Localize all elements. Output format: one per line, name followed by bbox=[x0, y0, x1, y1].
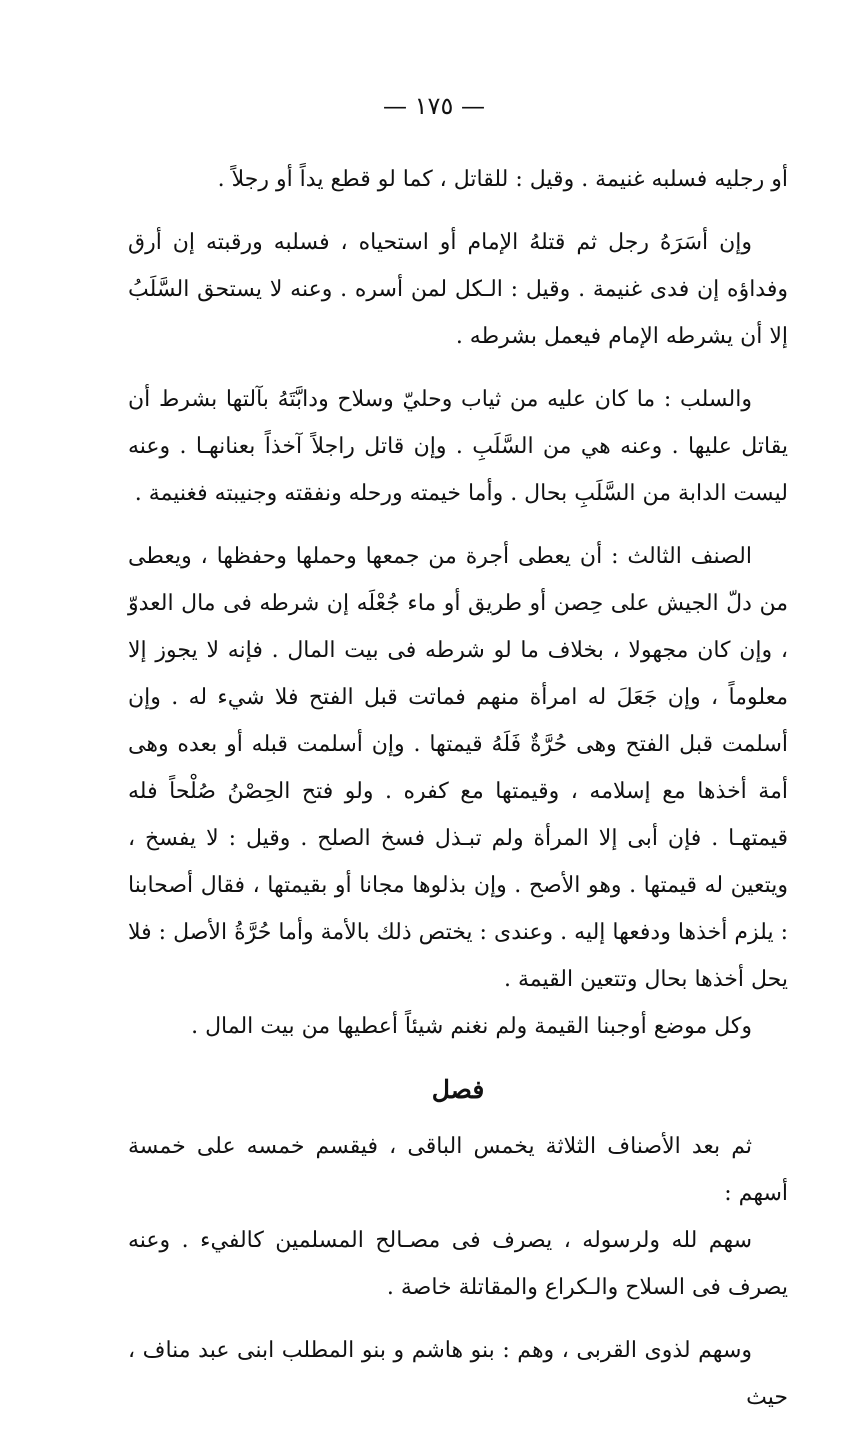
paragraph-5: وكل موضع أوجبنا القيمة ولم نغنم شيئاً أعطيها من بيت المال . bbox=[191, 1014, 752, 1039]
section-heading: فصل bbox=[431, 1075, 485, 1104]
paragraph-1: أو رجليه فسلبه غنيمة . وقيل : للقاتل ، كما لو قطع يداً أو رجلاً . bbox=[217, 167, 788, 192]
body-text bbox=[128, 156, 788, 1437]
paragraph-4: الصنف الثالث : أن يعطى أجرة من جمعها وحملها وحفظها ، ويعطى من دلّ الجيش على حِصن أو طريق أو ماء جُعْلَه إن شرطه فى مال العدوّ ، وإن كان مجهولا ، بخلاف ما لو شرطه فى بيت المال . فإنه لا يجوز إلا معلوماً ، وإن جَعَلَ له امرأة منهم فماتت قبل الفتح فلا شيء له . وإن أسلمت قبل الفتح وهى حُرَّةٌ فَلَهُ قيمتها . وإن أسلمت قبله أو بعده وهى أمة أخذها مع إسلامه ، وقيمتها مع كفره . ولو فتح الحِصْنُ صُلْحاً فله قيمتهـا . فإن أبى إلا المرأة ولم تبـذل فسخ الصلح . وقيل : لا يفسخ ، ويتعين له قيمتها . وهو الأصح . وإن بذلوها مجانا أو بقيمتها ، فقال أصحابنا : يلزم أخذها ودفعها إليه . وعندى : يختص ذلك بالأمة وأما حُرَّةُ الأصل : فلا يحل أخذها بحال وتتعين القيمة . bbox=[128, 544, 788, 992]
paragraph-3: والسلب : ما كان عليه من ثياب وحليّ وسلاح ودابَّتَهُ بآلتها بشرط أن يقاتل عليها . وعنه هي من السَّلَبِ . وإن قاتل راجلاً آخذاً بعنانهـا . وعنه ليست الدابة من السَّلَبِ بحال . وأما خيمته ورحله ونفقته وجنيبته فغنيمة . bbox=[128, 387, 788, 506]
section-paragraph-1: ثم بعد الأصناف الثلاثة يخمس الباقى ، فيقسم خمسه على خمسة أسهم : bbox=[128, 1134, 788, 1206]
section-paragraph-3: وسهم لذوى القربى ، وهم : بنو هاشم و بنو المطلب ابنى عبد مناف ، حيث bbox=[128, 1338, 788, 1410]
paragraph-2: وإن أسَرَهُ رجل ثم قتلهُ الإمام أو استحياه ، فسلبه ورقبته إن أرق وفداؤه إن فدى غنيمة . وقيل : الـكل لمن أسره . وعنه لا يستحق السَّلَبُ إلا أن يشرطه الإمام فيعمل بشرطه . bbox=[128, 230, 788, 349]
section-paragraph-2: سهم لله ولرسوله ، يصرف فى مصـالح المسلمين كالفيء . وعنه يصرف فى السلاح والـكراع والمقاتلة خاصة . bbox=[128, 1228, 788, 1300]
page-number: — ١٧٥ — bbox=[383, 92, 485, 120]
